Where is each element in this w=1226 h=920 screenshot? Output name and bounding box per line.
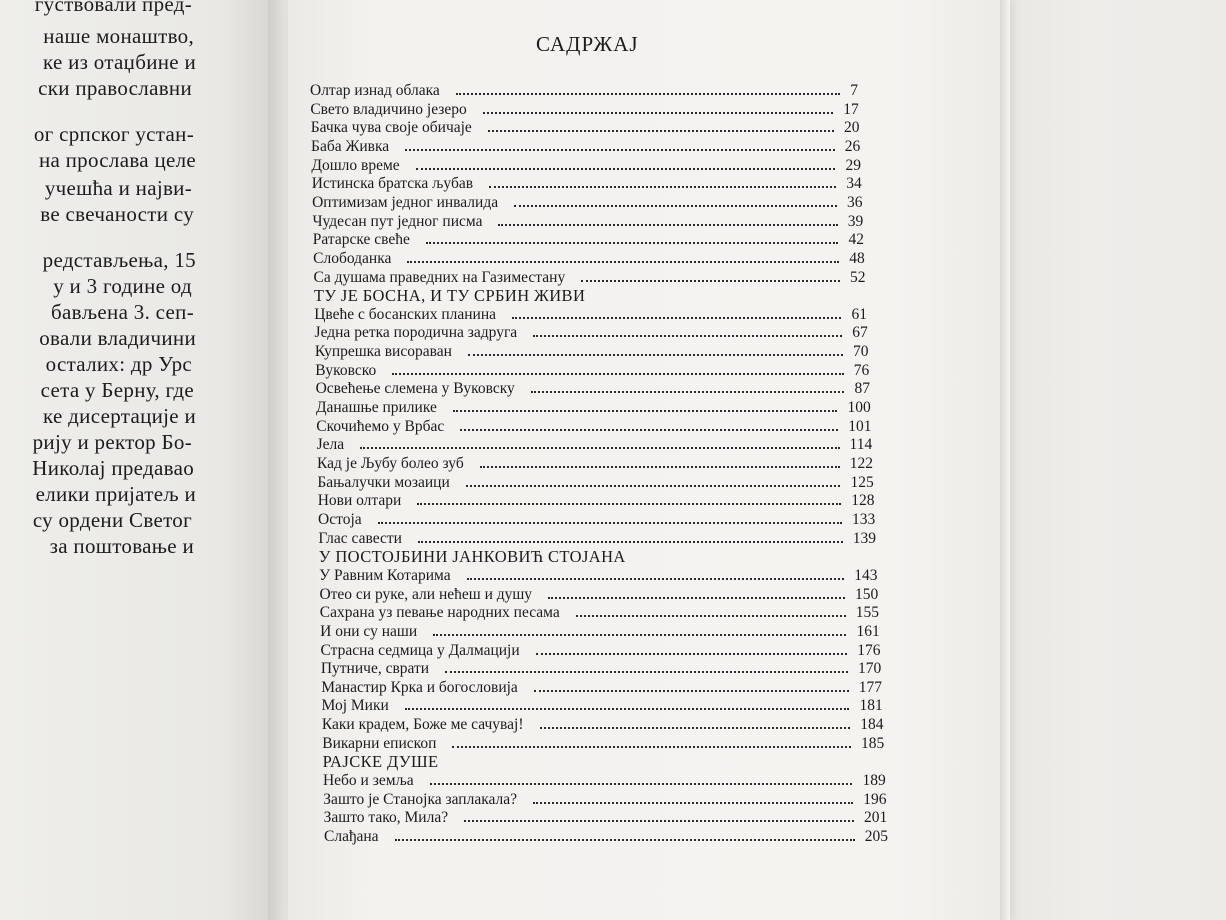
left-page-text-line: ве свечаности су (40, 202, 194, 226)
toc-section-heading (319, 548, 877, 568)
toc-leader-dots (416, 166, 836, 170)
toc-entry (322, 716, 884, 736)
toc-leader-dots (360, 445, 839, 449)
toc-page-number: 70 (852, 343, 869, 361)
toc-entry-label: Вуковско (315, 361, 377, 379)
toc-entry (315, 343, 869, 363)
toc-page-number: 36 (846, 193, 863, 211)
toc-entry (318, 511, 875, 531)
toc-leader-dots (489, 184, 836, 188)
toc-entry (312, 213, 863, 233)
toc-entry-label: Викарни епископ (322, 734, 437, 752)
toc-entry (312, 194, 862, 214)
toc-page-number: 101 (848, 417, 872, 435)
toc-leader-dots (445, 669, 848, 673)
toc-leader-dots (395, 837, 855, 841)
toc-entry-label: Нови олтари (317, 492, 402, 510)
toc-entry-label: Освећење слемена у Вуковску (315, 380, 515, 398)
toc-entry-label: Кад је Љубу болео зуб (317, 455, 464, 472)
left-page-text-line: ски православни (38, 76, 192, 100)
toc-entry (317, 436, 873, 456)
toc-entry (324, 828, 888, 848)
toc-entry (316, 380, 870, 400)
toc-entry (311, 119, 860, 139)
left-page-text-line: ог српског устан- (33, 122, 194, 146)
toc-page-number: 122 (849, 455, 873, 472)
toc-page-number: 17 (843, 100, 859, 118)
toc-entry-label: Свето владичино језеро (310, 100, 467, 118)
toc-page-number: 205 (864, 828, 888, 845)
toc-entry (323, 791, 886, 811)
toc-page-number: 143 (854, 566, 878, 584)
toc-entry (317, 474, 873, 494)
left-page-text-line: учешћа и најви- (44, 176, 192, 200)
toc-leader-dots (480, 464, 840, 468)
toc-leader-dots (512, 315, 841, 319)
toc-entry (324, 809, 888, 829)
toc-entry (311, 157, 861, 177)
toc-entry-label: Са душама праведних на Газиместану (313, 268, 566, 286)
toc-page-number: 176 (857, 641, 881, 659)
toc-leader-dots (581, 278, 840, 282)
left-page-text-line: су ордени Светог (32, 508, 192, 532)
toc-entry-label: Страсна седмица у Далмацији (320, 641, 520, 659)
toc-page-number: 139 (852, 529, 876, 547)
left-page-text-line: редстављења, 15 (42, 248, 196, 272)
toc-section-label: РАЈСКЕ ДУШЕ (322, 752, 439, 772)
toc-leader-dots (466, 483, 841, 487)
toc-leader-dots (378, 520, 842, 524)
toc-section-heading (314, 287, 866, 307)
toc-entry-label: Небо и земља (322, 772, 414, 790)
toc-entry-label: Цвеће с босанских планина (314, 305, 497, 323)
toc-page-number: 177 (858, 678, 882, 696)
toc-section-label: У ПОСТОЈБИНИ ЈАНКОВИЋ СТОЈАНА (318, 547, 626, 567)
toc-leader-dots (467, 576, 845, 580)
toc-leader-dots (540, 725, 851, 729)
toc-page-number: 185 (861, 734, 885, 752)
toc-section-heading (323, 753, 885, 773)
toc-leader-dots (392, 371, 844, 375)
toc-page-number: 87 (854, 380, 870, 398)
toc-entry-label: Каки крадем, Боже ме сачувај! (321, 716, 524, 734)
toc-leader-dots (460, 427, 838, 431)
toc-leader-dots (405, 706, 850, 710)
toc-page-number: 39 (847, 212, 864, 230)
toc-entry-label: Олтар изнад облака (310, 82, 440, 99)
toc-entry (315, 362, 869, 382)
toc-leader-dots (418, 539, 843, 543)
toc-entry (313, 231, 864, 251)
toc-page-number: 170 (857, 660, 882, 678)
toc-entry (323, 772, 886, 792)
toc-entry-label: Истинска братска љубав (311, 175, 474, 193)
toc-entry (311, 138, 860, 158)
toc-leader-dots (468, 352, 843, 356)
toc-entry-label: Глас савести (318, 529, 402, 547)
toc-leader-dots (576, 613, 846, 617)
page-title: САДРЖАЈ (536, 32, 639, 56)
toc-entry (310, 82, 858, 102)
toc-entry-label: Ратарске свеће (312, 231, 410, 249)
toc-page-number: 201 (863, 809, 888, 827)
toc-entry-label: Зашто тако, Мила? (323, 809, 449, 827)
toc-entry (315, 324, 868, 344)
toc-entry-label: Оптимизам једног инвалида (312, 193, 499, 211)
toc-page-number: 76 (853, 361, 870, 379)
toc-entry (319, 586, 878, 606)
left-page-text-line: за поштовање и (49, 534, 194, 558)
toc-entry (313, 250, 865, 270)
toc-entry-label: Чудесан пут једног писма (312, 212, 483, 230)
toc-entry-label: Остоја (318, 510, 362, 528)
toc-entry-label: Купрешка висораван (314, 343, 452, 361)
toc-entry-label: Слађана (324, 828, 379, 845)
toc-entry-label: Путниче, сврати (320, 660, 430, 678)
toc-leader-dots (548, 595, 845, 599)
toc-leader-dots (531, 389, 845, 393)
toc-page-number: 67 (852, 324, 868, 342)
toc-section-label: ТУ ЈЕ БОСНА, И ТУ СРБИН ЖИВИ (313, 286, 586, 306)
left-page-text-line: бављена 3. сеп- (51, 300, 194, 324)
toc-page-number: 161 (856, 622, 880, 640)
toc-page-number: 7 (850, 82, 858, 99)
toc-leader-dots (417, 501, 841, 505)
toc-entry-label: Јела (316, 436, 345, 454)
toc-entry-label: У Равним Котарима (319, 566, 451, 584)
toc-page-number: 196 (863, 790, 887, 808)
left-page-text-line: рију и ректор Бо- (32, 430, 192, 454)
toc-leader-dots (430, 781, 853, 785)
toc-page-number: 114 (849, 436, 873, 454)
toc-leader-dots (426, 240, 839, 244)
toc-leader-dots (533, 800, 853, 804)
toc-page-number: 150 (854, 585, 879, 603)
toc-page-number: 26 (844, 137, 861, 155)
toc-page-number: 128 (851, 492, 875, 510)
toc-leader-dots (452, 744, 851, 748)
toc-entry (321, 660, 881, 680)
toc-entry-label: Сахрана уз певање народних песама (319, 604, 560, 622)
toc-leader-dots (453, 408, 838, 412)
left-page-text-line: елики пријатељ и (35, 482, 196, 506)
toc-page-number: 20 (843, 119, 860, 137)
toc-entry-label: Дошло време (311, 156, 400, 174)
toc-entry (319, 567, 877, 587)
toc-leader-dots (483, 110, 833, 114)
toc-leader-dots (405, 147, 835, 151)
toc-entry (314, 306, 867, 326)
left-page-text-line: у и 3 године од (53, 274, 192, 298)
toc-entry-label: Зашто је Станојка заплакала? (323, 790, 518, 808)
toc-entry (320, 623, 880, 643)
toc-page-number: 133 (851, 510, 876, 528)
toc-entry (316, 418, 871, 438)
toc-leader-dots (433, 632, 846, 636)
toc-entry (316, 399, 871, 419)
toc-entry-label: Баба Живка (311, 137, 390, 155)
toc-entry-label: И они су наши (320, 622, 418, 640)
left-page-text-line: овали владичини (39, 326, 196, 350)
toc-page-number: 184 (860, 716, 884, 734)
toc-leader-dots (534, 688, 849, 692)
toc-page-number: 181 (859, 697, 883, 715)
left-page-text-line: на прослава целе (38, 148, 196, 172)
toc-page-number: 61 (851, 305, 867, 323)
toc-leader-dots (498, 222, 837, 226)
toc-page-number: 29 (845, 156, 861, 174)
toc-entry-label: Скочићемо у Врбас (316, 417, 445, 435)
toc-leader-dots (488, 128, 834, 132)
left-page-text-line: ке дисертације и (43, 404, 196, 428)
toc-leader-dots (407, 259, 839, 263)
toc-page-number: 189 (862, 772, 886, 790)
toc-page-number: 155 (855, 604, 879, 622)
left-page-text-line: сета у Берну, где (40, 378, 194, 402)
left-page-text-line: ке из отаџбине и (42, 50, 196, 74)
toc-entry (321, 642, 881, 662)
toc-entry-label: Данашње прилике (315, 399, 437, 417)
toc-entry-label: Једна ретка породична задруга (314, 324, 518, 342)
toc-entry (312, 175, 862, 195)
toc-entry (320, 604, 879, 624)
toc-page-number: 52 (850, 268, 866, 286)
toc-entry-label: Бањалучки мозаици (317, 473, 450, 491)
left-page-text-line: осталих: др Урс (45, 352, 192, 376)
toc-entry (318, 492, 875, 512)
toc-leader-dots (536, 651, 848, 655)
toc-leader-dots (456, 91, 840, 95)
toc-entry-label: Манастир Крка и богословија (321, 678, 518, 696)
toc-page-number: 100 (847, 399, 871, 417)
toc-page-number: 48 (849, 249, 865, 267)
toc-entry-label: Слободанка (313, 249, 392, 267)
toc-entry (317, 455, 873, 475)
left-page-text-line: наше монаштво, (43, 24, 194, 48)
toc-page-number: 42 (848, 231, 864, 249)
left-page-text-line: густвовали пред- (34, 0, 192, 16)
toc-entry (310, 101, 858, 121)
toc-entry-label: Мој Мики (321, 697, 389, 715)
toc-leader-dots (533, 333, 842, 337)
toc-page-number: 34 (846, 175, 862, 193)
toc-leader-dots (514, 203, 837, 207)
toc-entry (322, 697, 883, 717)
toc-entry-label: Бачка чува своје обичаје (310, 119, 472, 137)
toc-entry (321, 679, 882, 699)
left-page-text-line: Николај предавао (32, 456, 194, 480)
toc-entry-label: Отео си руке, али нећеш и душу (319, 585, 533, 603)
toc-leader-dots (464, 818, 854, 822)
toc-page-number: 125 (850, 473, 874, 491)
